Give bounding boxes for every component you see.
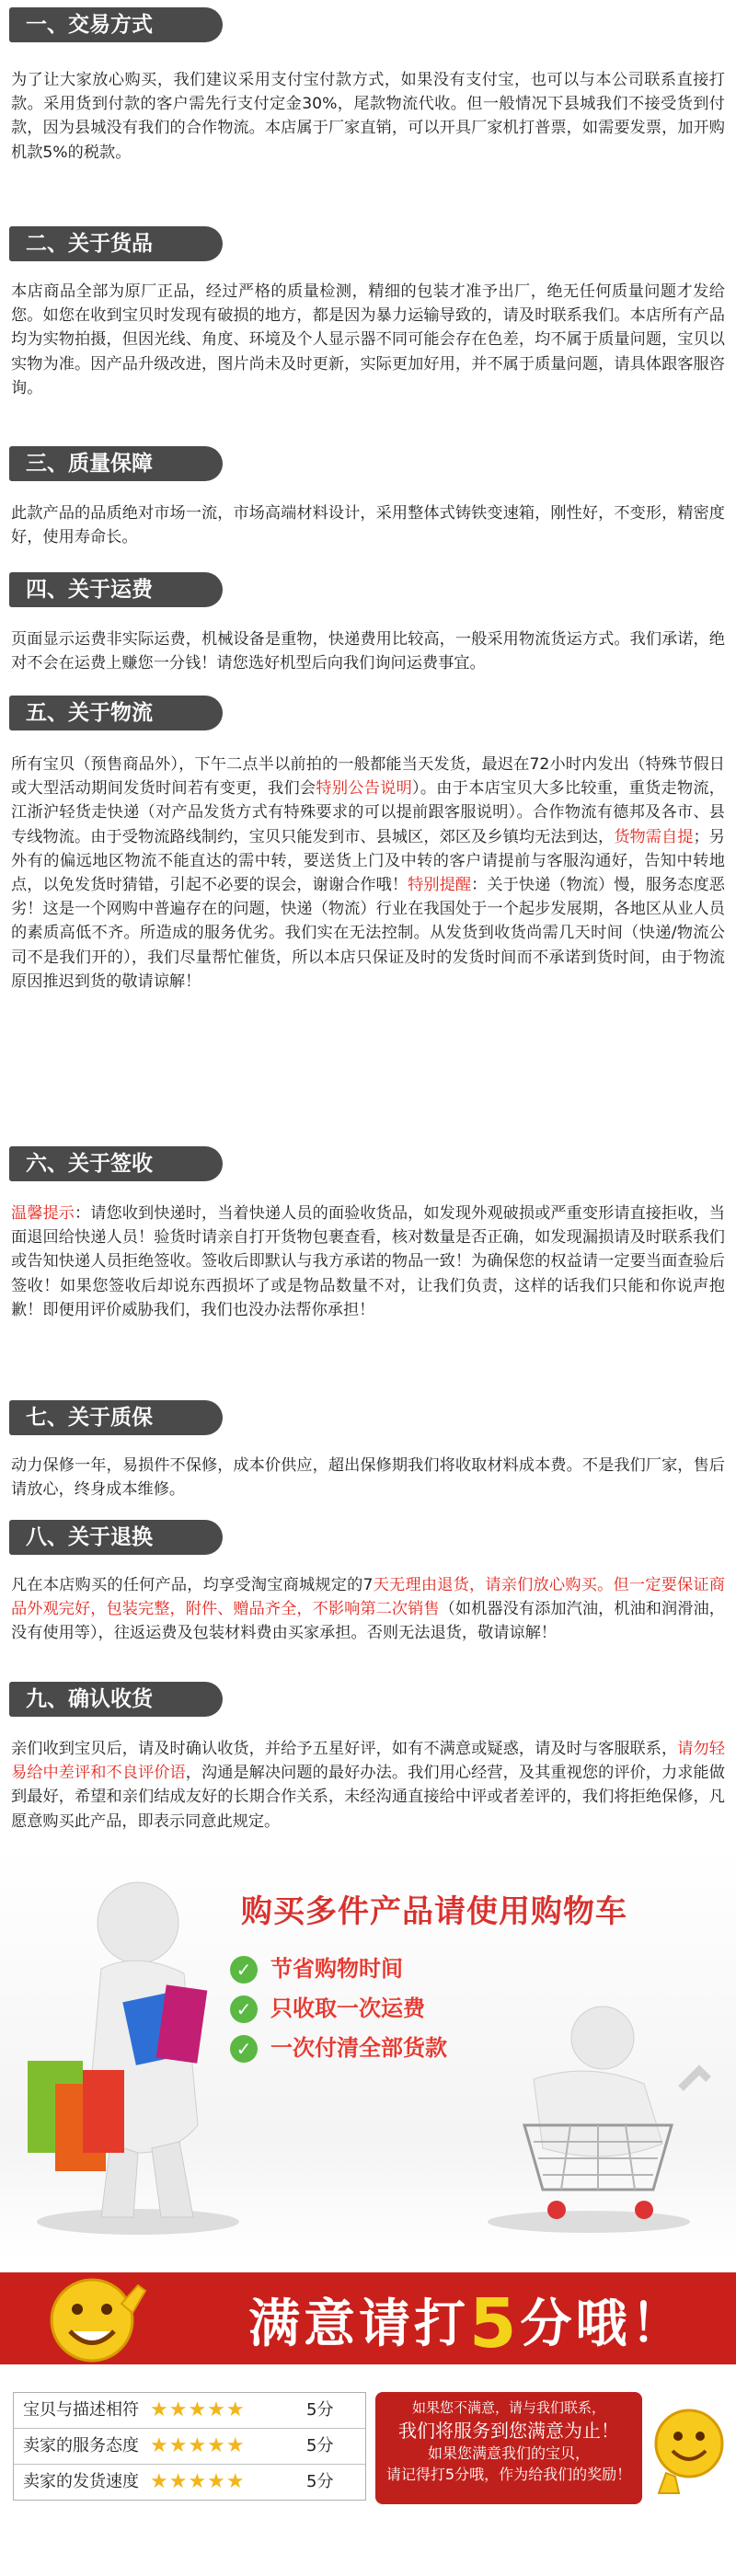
- check-icon: ✓: [230, 1995, 258, 2023]
- section-body-freight: [11, 627, 725, 675]
- section-body-warranty: [11, 1454, 725, 1501]
- logistics-p4: ：关于快递（物流）慢，服务态度恶劣！这是一个网购中普遍存在的问题，快递（物流）行业在我国处于一个起步发展期，各地区从业人员的素质高低不齐。所造成的服务优劣。我们实在无法控制。从发货到收货尚需几天时间（快递/物流公司不是我们开的），我们尽量帮忙催货，所以本店只保证及时的发货时间而不承诺到货时间，由于物流原因推迟到货的敬请谅解！: [11, 876, 725, 991]
- rating-score: 5分: [306, 2436, 334, 2455]
- cart-benefit-3-label: 一次付清全部货款: [270, 2035, 447, 2061]
- section-header-return: 八、关于退换: [9, 1520, 223, 1555]
- smiley-thumbs-up-icon: [648, 2398, 730, 2499]
- return-p2: （如机器没有添加汽油，机油和润滑油，没有使用等），往返运费及包装材料费由买家承担。否则无法退货，敬请谅解！: [11, 1600, 725, 1643]
- cart-benefit-2: [230, 1990, 425, 2023]
- section-header-logistics: 五、关于物流: [9, 696, 223, 730]
- rate-banner-text: [248, 2283, 686, 2363]
- section-body-logistics: [11, 753, 725, 994]
- section-body-return: [11, 1573, 725, 1646]
- section-header-signing: 六、关于签收: [9, 1146, 223, 1181]
- section-header-confirm: 九、确认收货: [9, 1682, 223, 1717]
- logistics-text: [11, 753, 725, 994]
- confirm-p1: 亲们收到宝贝后，请及时确认收货，并给予五星好评，如有不满意或疑惑，请及时与客服联系，: [11, 1740, 678, 1758]
- cart-benefit-3: [230, 2030, 447, 2063]
- section-body-trade: [11, 68, 725, 165]
- rating-label: 卖家的服务态度: [23, 2436, 139, 2455]
- rating-row: [14, 2465, 365, 2500]
- star-icon: ★★★★★: [150, 2434, 246, 2457]
- confirm-warning-red: 请勿轻易给中差评和不良评价语: [11, 1740, 725, 1783]
- section-header-freight: 四、关于运费: [9, 572, 223, 607]
- rate-five: 5: [469, 2284, 521, 2363]
- logistics-p3: ；另外有的偏远地区物流不能直达的需中转，要送货上门及中转的客户请提前与客服沟通好，告知中转地点，以免发货时猜错，引起不必要的误会，谢谢合作哦！: [11, 827, 725, 895]
- thumbs-up-emoji-icon: [37, 2267, 156, 2368]
- section-body-quality: [11, 501, 725, 549]
- section-header-quality: 三、质量保障: [9, 446, 223, 481]
- feedback-line-3: 如果您满意我们的宝贝，: [427, 2444, 590, 2462]
- goods-text: 本店商品全部为原厂正品，经过严格的质量检测，精细的包装才准予出厂，绝无任何质量问题才发给您。如您在收到宝贝时发现有破损的地方，都是因为暴力运输导致的，请及时联系我们。本店所有产品均为实物拍摄，但因光线、角度、环境及个人显示器不同可能会存在色差，均不属于质量问题，宝贝以实物为准。因产品升级改进，图片尚未及时更新，实际更加好用，并不属于质量问题，请具体跟客服咨询。: [11, 282, 725, 397]
- rating-row: [14, 2429, 365, 2465]
- warranty-text: 动力保修一年，易损件不保修，成本价供应，超出保修期我们将收取材料成本费。不是我们厂家，售后请放心，终身成本维修。: [11, 1456, 725, 1500]
- section-body-goods: [11, 280, 725, 400]
- feedback-line-1: 如果您不满意，请与我们联系，: [411, 2399, 605, 2416]
- cart-benefit-1: [230, 1950, 403, 1984]
- signing-text: [11, 1202, 725, 1322]
- feedback-line-4: 请记得打5分哦，作为给我们的奖励！: [385, 2466, 632, 2483]
- signing-tip-red: 温馨提示: [11, 1204, 75, 1223]
- check-icon: ✓: [230, 2035, 258, 2063]
- rating-table: [13, 2392, 366, 2501]
- rating-row: [14, 2393, 365, 2429]
- section-body-confirm: [11, 1737, 725, 1834]
- feedback-line-2: 我们将服务到您满意为止！: [398, 2420, 619, 2442]
- star-icon: ★★★★★: [150, 2470, 246, 2493]
- logistics-p2: ）。由于本店宝贝大多比较重，重货走物流，江浙沪轻货走快递（对产品发货方式有特殊要求的可以提前跟客服说明）。合作物流有德邦及各市、县专线物流。由于受物流路线制约，宝贝只能发到市、县城区，郊区及乡镇均无法到达，: [11, 779, 725, 846]
- rate-text-after: 分哦！: [520, 2294, 686, 2354]
- section-body-signing: [11, 1202, 725, 1322]
- quality-text: 此款产品的品质绝对市场一流，市场高端材料设计，采用整体式铸铁变速箱，刚性好，不变形，精密度好，使用寿命长。: [11, 504, 725, 547]
- feedback-box: [375, 2392, 642, 2504]
- rate-text-before: 满意请打: [248, 2294, 469, 2354]
- confirm-p2: ，沟通是解决问题的最好办法。我们用心经营，及其重视您的评价，力求能做到最好，希望和亲们结成友好的长期合作关系，未经沟通直接给中评或者差评的，我们将拒绝保修，凡愿意购买此产品，即表示同意此规定。: [11, 1764, 725, 1831]
- cart-benefit-1-label: 节省购物时间: [270, 1956, 403, 1982]
- return-p1: 凡在本店购买的任何产品，均享受淘宝商城规定的7: [11, 1576, 374, 1594]
- cart-banner-title: 购买多件产品请使用购物车: [241, 1893, 627, 1930]
- logistics-pickup-red: 货物需自提: [614, 827, 694, 846]
- section-header-goods: 二、关于货品: [9, 226, 223, 261]
- signing-p1: ：请您收到快递时，当着快递人员的面验收货品，如发现外观破损或严重变形请直接拒收，当面退回给快递人员！验货时请亲自打开货物包裹查看，核对数量是否正确，如发现漏损请及时联系我们或告知快递人员拒绝签收。签收后即默认与我方承诺的物品一致！为确保您的权益请一定要当面查验后签收！如果您签收后却说东西损坏了或是物品数量不对，让我们负责，这样的话我们只能和你说声抱歉！即便用评价威胁我们，我们也没办法帮你承担！: [11, 1204, 725, 1319]
- rating-score: 5分: [306, 2400, 334, 2420]
- return-text: [11, 1573, 725, 1646]
- confirm-text: [11, 1737, 725, 1834]
- star-icon: ★★★★★: [150, 2398, 246, 2421]
- logistics-p1: 所有宝贝（预售商品外），下午二点半以前拍的一般都能当天发货，最迟在72小时内发出（特殊节假日或大型活动期间发货时间若有变更，我们会: [11, 755, 725, 799]
- cart-benefit-2-label: 只收取一次运费: [270, 1995, 425, 2021]
- logistics-notice-red: 特别公告说明: [316, 779, 413, 799]
- trade-text: 为了让大家放心购买，我们建议采用支付宝付款方式，如果没有支付宝，也可以与本公司联系直接打款。采用货到付款的客户需先行支付定金30%，尾款物流代收。但一般情况下县城我们不接受货到付款，因为县城没有我们的合作物流。本店属于厂家直销，可以开具厂家机打普票，如需要发票，加开购机款5%的税款。: [11, 71, 725, 162]
- rating-score: 5分: [306, 2472, 334, 2491]
- section-header-trade: 一、交易方式: [9, 7, 223, 42]
- check-icon: ✓: [230, 1956, 258, 1984]
- section-header-warranty: 七、关于质保: [9, 1400, 223, 1435]
- rating-label: 卖家的发货速度: [23, 2472, 139, 2491]
- return-policy-red: 天无理由退货，请亲们放心购买。但一定要保证商品外观完好，包装完整，附件、赠品齐全，不影响第二次销售: [11, 1576, 725, 1619]
- freight-text: 页面显示运费非实际运费，机械设备是重物，快递费用比较高，一般采用物流货运方式。我们承诺，绝对不会在运费上赚您一分钱！请您选好机型后向我们询问运费事宜。: [11, 630, 725, 673]
- rating-label: 宝贝与描述相符: [23, 2400, 139, 2420]
- logistics-reminder-red: 特别提醒: [408, 876, 472, 895]
